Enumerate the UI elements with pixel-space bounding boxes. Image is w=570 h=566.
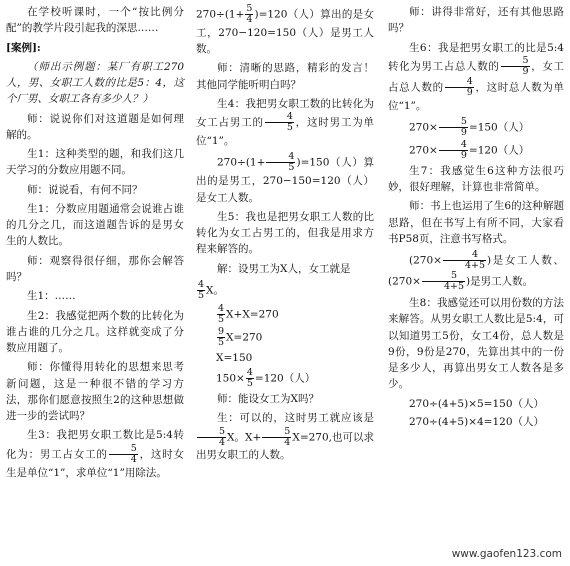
equation-line: X=150 (216, 351, 253, 364)
fraction-numerator: 5 (422, 271, 465, 282)
text-run: ，这时总人数为单位“1”。 (388, 81, 565, 112)
text-run: =120（人） (468, 144, 530, 157)
fraction-denominator: 5 (218, 336, 225, 348)
text-run: )是男工人数。 (466, 275, 534, 288)
example-problem: （师出示例题：某厂有职工270人，男、女职工人数的比是5：4，这个厂男、女职工各有多少人？） (6, 60, 184, 106)
text-run: 解：设男工为X人，女工就是 (217, 262, 351, 275)
fraction-denominator: 4+5 (464, 260, 485, 272)
solution-line (196, 261, 374, 277)
equation-line (388, 140, 564, 161)
fraction (217, 304, 225, 325)
fraction (245, 4, 253, 25)
text-run: 270÷(1+ (196, 8, 245, 21)
fraction (265, 112, 294, 133)
text-run: )=120（人）算出的是女工，270−120=150（人）是男工人数。 (196, 8, 374, 56)
fraction-numerator: 4 (265, 112, 294, 123)
equation-line: 270÷(4+5)×5=150（人） (409, 397, 545, 410)
fraction-numerator: 4 (246, 367, 253, 379)
student-line: 生7：我感觉生6这种方法很巧妙，很好理解，计算也非常简单。 (388, 164, 564, 194)
student-line: 生5：我也是把男女职工人数的比转化为女工占男工的，但我是用求方程来解答的。 (196, 210, 374, 256)
teacher-line: 师：书上也运用了生6的这种解题思路，但在书写上有所不同，大家看书P58页，注意书写格式。 (388, 200, 564, 245)
student-line: 生1：分数应用题通常会说谁占谁的几分之几，而这道题告诉的是男女生的人数比。 (6, 202, 184, 248)
equation-line (388, 250, 564, 292)
fraction (197, 280, 205, 301)
fraction-denominator: 4+5 (443, 281, 464, 293)
equation-line (216, 304, 374, 325)
text-run: 生4：我把男女职工数的比转化为女工占男工的 (196, 98, 374, 129)
fraction-numerator: 4 (198, 279, 205, 290)
fraction (262, 427, 291, 448)
fraction (266, 152, 295, 173)
fraction-numerator: 5 (501, 56, 530, 67)
fraction-denominator: 4 (219, 436, 226, 448)
fraction-denominator: 4 (246, 13, 253, 25)
fraction-denominator: 9 (522, 65, 529, 77)
text-run: =150（人） (468, 121, 530, 134)
column-3 (388, 4, 564, 432)
text-run: X。 (206, 284, 225, 297)
fraction-denominator: 4 (284, 436, 291, 448)
fraction-denominator: 9 (460, 126, 467, 138)
fraction-numerator: 5 (439, 117, 468, 128)
watermark-url: www.gaofen123.com (451, 547, 562, 560)
text-run: 270÷(1+ (217, 156, 266, 169)
column-1 (6, 4, 184, 484)
text-run: 270× (409, 121, 438, 134)
text-run: )是女工人数、(270× (388, 254, 564, 288)
text-run: X=270,也可以求出男女职工的人数。 (196, 431, 374, 462)
student-line: 生8：我感觉还可以用份数的方法来解答。从男女职工人数比是5:4，可以知道男工5份，女工4份，总人数是9份，9份是270，先算出其中的一份是多少人，再算出男女工人数各是多少。 (388, 297, 564, 391)
text-run: X=270 (226, 331, 263, 344)
student-line (6, 427, 184, 480)
text-run: ，女工占总人数的 (388, 60, 565, 94)
fraction-numerator: 5 (109, 444, 138, 455)
student-line: 生1：…… (27, 290, 76, 303)
equation-line: 270÷(4+5)×4=120（人） (409, 415, 545, 428)
fraction-denominator: 5 (288, 162, 295, 174)
teacher-line: 师：观察得很仔细，那你会解答吗？ (6, 254, 184, 283)
text-run: 生3：我把男女职工数比是5:4转化为：男工占女工的 (6, 429, 184, 461)
text-run: 150× (216, 372, 245, 385)
teacher-line: 师：你懂得用转化的思想来思考新问题，这是一种很不错的学习方法，那你们愿意按照生2的这种思想做进一步的尝试吗？ (6, 361, 184, 423)
text-run: (270× (409, 254, 442, 267)
text-run: 生：可以的，这时男工就应该是 (217, 412, 374, 425)
equation-line (388, 117, 564, 138)
student-line (196, 410, 374, 463)
student-line: 生2：我感觉把两个数的比转化为谁占谁的几分之几。这样就变成了分数应用题了。 (6, 309, 184, 355)
fraction (217, 327, 225, 348)
teacher-line: 师：讲得非常好，还有其他思路吗？ (388, 6, 564, 35)
teacher-line: 师：说说你们对这道题是如何理解的。 (6, 112, 184, 141)
fraction (197, 427, 226, 448)
case-heading: [案例]: (6, 41, 41, 54)
fraction-denominator: 5 (286, 122, 293, 134)
fraction-numerator: 9 (218, 325, 225, 337)
equation-line (216, 368, 374, 389)
equation-line (196, 152, 374, 205)
text-run: X。X+ (227, 431, 262, 444)
fraction (439, 117, 468, 138)
fraction (109, 444, 138, 465)
teacher-line: 师：能设女工为X吗？ (217, 393, 319, 406)
fraction-numerator: 5 (197, 427, 226, 438)
fraction (445, 77, 474, 98)
fraction-numerator: 4 (266, 152, 295, 163)
fraction (246, 368, 254, 389)
fraction-numerator: 4 (439, 140, 468, 151)
fraction-denominator: 5 (246, 378, 253, 390)
student-line: 生1：这种类型的题，和我们这几天学习的分数应用题不同。 (6, 148, 184, 177)
fraction (501, 56, 530, 77)
text-run: 270× (409, 144, 438, 157)
teacher-line: 师：说说看，有何不同？ (27, 183, 143, 196)
equation-line (196, 280, 374, 301)
fraction-denominator: 5 (198, 289, 205, 301)
fraction-denominator: 9 (466, 86, 473, 98)
fraction (439, 140, 468, 161)
intro-paragraph: 在学校听课时，一个“按比例分配”的教学片段引起我的深思…… (6, 6, 184, 35)
column-2 (196, 4, 374, 467)
fraction-numerator: 5 (246, 3, 253, 14)
fraction-denominator: 5 (218, 313, 225, 325)
fraction-numerator: 4 (445, 77, 474, 88)
text-run: )=150（人）算出的是男工，270−150=120（人）是女工人数。 (196, 156, 374, 204)
fraction-numerator: 5 (262, 427, 291, 438)
fraction-numerator: 4 (218, 302, 225, 314)
text-run: 生6：我是把男女职工的比是5:4转化为男工占总人数的 (388, 41, 564, 73)
teacher-line: 师：清晰的思路，精彩的发言！其他同学能听明白吗？ (196, 62, 374, 91)
text-run: X+X=270 (226, 308, 279, 321)
fraction-denominator: 4 (130, 453, 137, 465)
text-run: ，这时女生是单位“1”，求单位“1”用除法。 (6, 448, 185, 479)
fraction (443, 250, 486, 271)
equation-line (216, 327, 374, 348)
text-run: ，这时男工为单位“1”。 (196, 116, 375, 148)
text-run: =120（人） (254, 372, 316, 385)
student-line (388, 40, 564, 114)
equation-line (196, 4, 374, 57)
fraction (422, 271, 465, 292)
student-line (196, 96, 374, 149)
fraction-numerator: 4 (443, 250, 486, 261)
fraction-denominator: 9 (460, 149, 467, 161)
